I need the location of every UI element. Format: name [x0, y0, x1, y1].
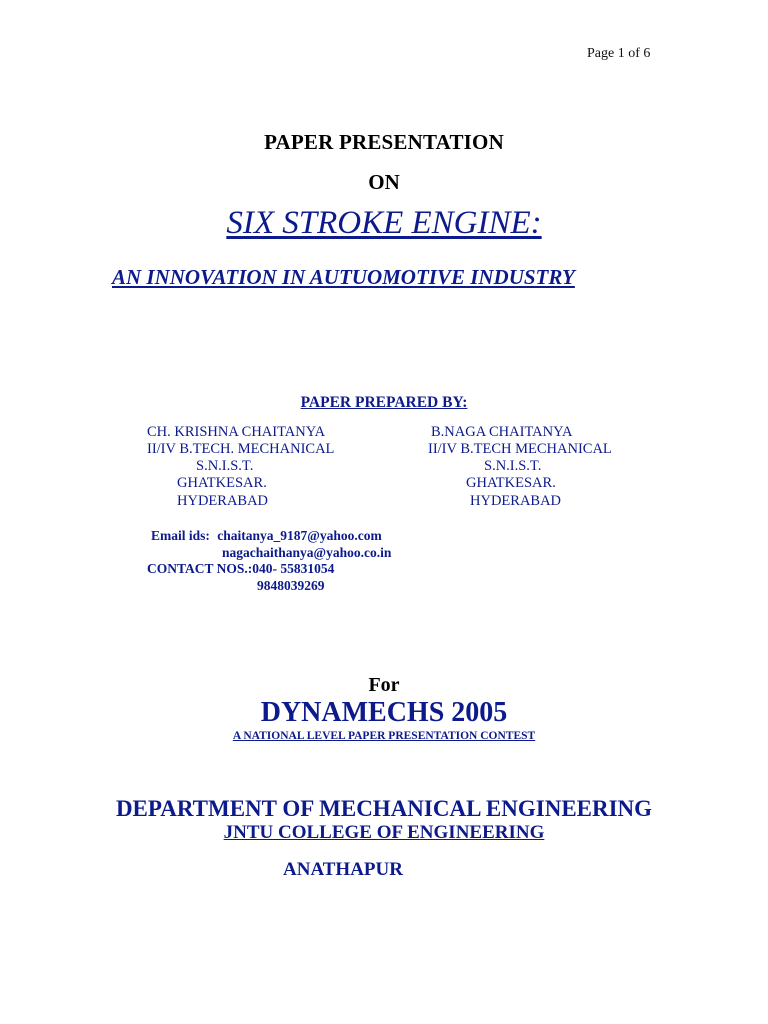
page-number: Page 1 of 6	[587, 46, 651, 61]
author-1-place: GHATKESAR.	[177, 475, 267, 491]
event-description: A NATIONAL LEVEL PAPER PRESENTATION CONTEST	[232, 730, 536, 742]
for-label: For	[368, 674, 400, 696]
email-2: nagachaithanya@yahoo.co.in	[222, 545, 392, 560]
prepared-by-heading: PAPER PREPARED BY:	[300, 394, 468, 411]
title-line-2: ON	[368, 170, 400, 194]
phone-label: CONTACT NOS.:	[147, 561, 253, 576]
title-line-1: PAPER PRESENTATION	[264, 130, 504, 154]
subtitle: AN INNOVATION IN AUTUOMOTIVE INDUSTRY	[112, 265, 575, 289]
phone-2: 9848039269	[257, 578, 325, 593]
author-1-name: CH. KRISHNA CHAITANYA	[147, 424, 326, 440]
phone-1: 040- 55831054	[252, 561, 335, 576]
phone-row	[147, 561, 334, 577]
author-2-course: II/IV B.TECH MECHANICAL	[428, 441, 612, 457]
college-city: ANATHAPUR	[283, 859, 403, 880]
email-row	[151, 528, 382, 544]
author-1-college: S.N.I.S.T.	[196, 458, 254, 474]
event-name: DYNAMECHS 2005	[260, 697, 508, 728]
author-2-college: S.N.I.S.T.	[484, 458, 542, 474]
author-1-city: HYDERABAD	[177, 493, 269, 509]
department-name: DEPARTMENT OF MECHANICAL ENGINEERING	[115, 796, 653, 821]
college-name: JNTU COLLEGE OF ENGINEERING	[223, 822, 545, 843]
email-label: Email ids:	[151, 528, 210, 543]
author-1-course: II/IV B.TECH. MECHANICAL	[147, 441, 335, 457]
main-title: SIX STROKE ENGINE:	[226, 205, 542, 241]
author-2-name: B.NAGA CHAITANYA	[431, 424, 573, 440]
email-1: chaitanya_9187@yahoo.com	[217, 528, 382, 543]
author-2-city: HYDERABAD	[470, 493, 562, 509]
author-2-place: GHATKESAR.	[466, 475, 556, 491]
